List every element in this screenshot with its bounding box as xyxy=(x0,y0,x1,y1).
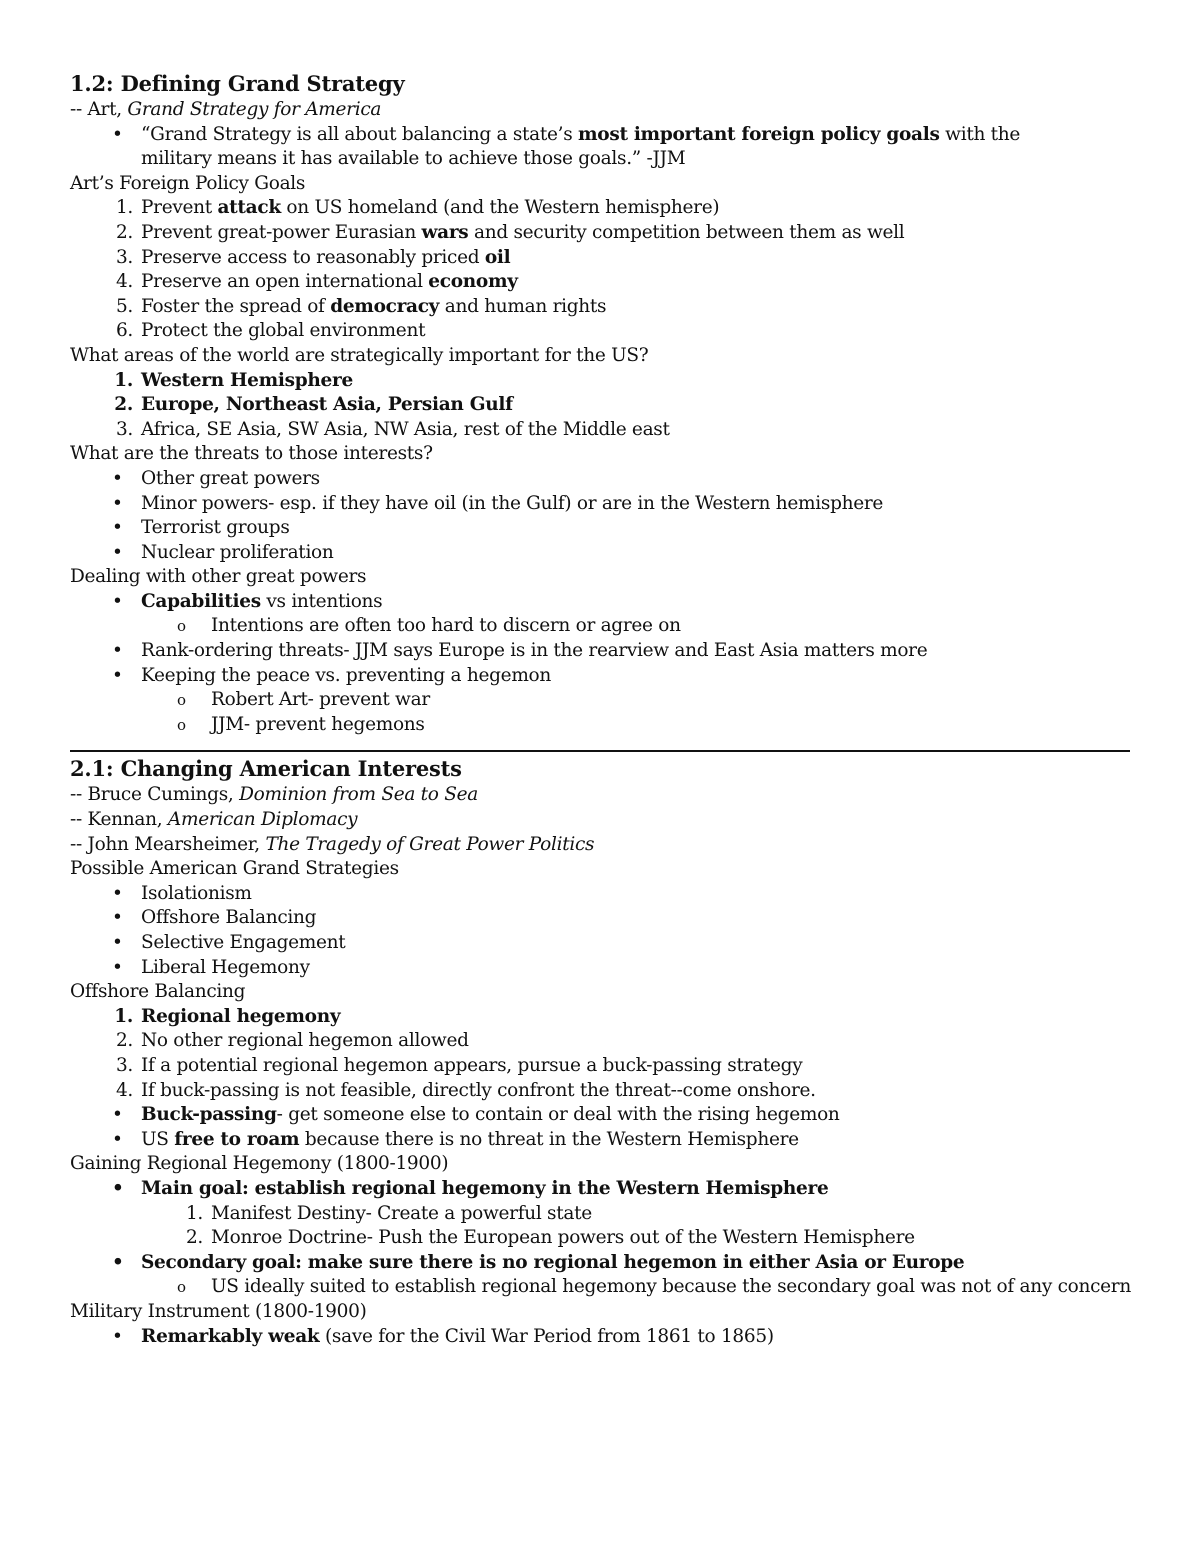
list-item xyxy=(70,246,1130,271)
sub-list-item xyxy=(70,1226,1130,1251)
item-number: 1. xyxy=(185,1202,203,1224)
item-text: JJM- prevent hegemons xyxy=(211,713,425,735)
item-text: Nuclear proliferation xyxy=(141,541,334,563)
item-number: 1. xyxy=(115,197,133,219)
list-item xyxy=(70,1128,1130,1153)
bullet-icon: • xyxy=(112,590,123,612)
item-text: Prevent xyxy=(141,197,218,219)
source-prefix: -- Art, xyxy=(70,99,128,120)
item-number: 3. xyxy=(115,1054,133,1076)
list-item xyxy=(70,590,1130,615)
quote-bullet xyxy=(70,123,1130,148)
bullet-icon: • xyxy=(112,541,123,563)
item-number: 5. xyxy=(115,295,133,317)
source-title: American Diplomacy xyxy=(167,809,358,831)
item-number: 2. xyxy=(114,394,133,416)
sub-list-item xyxy=(70,614,1130,639)
item-text-tail: and security competition between them as well xyxy=(468,221,905,243)
list-item xyxy=(70,1079,1130,1104)
list-item xyxy=(70,196,1130,221)
item-keyword: attack xyxy=(217,197,281,219)
bullet-icon: • xyxy=(112,123,123,145)
item-text: Secondary goal: make sure there is no regional hegemon in either Asia or Europe xyxy=(141,1251,965,1273)
bullet-icon: • xyxy=(112,1177,124,1199)
list-item xyxy=(70,541,1130,566)
list-item xyxy=(70,467,1130,492)
list-item xyxy=(70,1103,1130,1128)
threats-list xyxy=(70,467,1130,565)
section-1-title: 1.2: Defining Grand Strategy xyxy=(70,71,405,96)
list-item xyxy=(70,418,1130,443)
item-text: Foster the spread of xyxy=(141,295,331,317)
source-title: Dominion from Sea to Sea xyxy=(239,784,478,806)
sub-list-item xyxy=(70,1275,1151,1300)
item-text: Rank-ordering threats- JJM says Europe is in the rearview and East Asia matters more xyxy=(141,640,928,662)
item-text: Manifest Destiny- Create a powerful state xyxy=(211,1202,592,1224)
source-line xyxy=(70,808,1130,833)
item-keyword: Remarkably weak xyxy=(141,1325,320,1347)
document-page xyxy=(70,70,1130,1349)
source-line xyxy=(70,98,1130,123)
list-item xyxy=(70,639,1130,664)
list-item xyxy=(70,369,1130,394)
list-item xyxy=(70,270,1130,295)
item-text: Main goal: establish regional hegemony in the Western Hemisphere xyxy=(141,1177,829,1199)
source-prefix: -- Kennan, xyxy=(70,809,168,831)
source-line xyxy=(70,833,1130,858)
item-text: Keeping the peace vs. preventing a hegemon xyxy=(141,664,552,686)
item-keyword: Buck-passing xyxy=(141,1104,277,1126)
bullet-icon: • xyxy=(112,1104,123,1126)
bullet-icon: • xyxy=(112,517,123,539)
circle-bullet-icon: o xyxy=(177,1278,186,1297)
item-text-tail: because there is no threat in the Western Hemisphere xyxy=(299,1128,799,1150)
list-item xyxy=(70,1251,1130,1276)
bullet-icon: • xyxy=(112,1128,123,1150)
item-text: Preserve access to reasonably priced xyxy=(141,246,485,268)
item-text: No other regional hegemon allowed xyxy=(141,1030,469,1052)
list-item xyxy=(70,956,1130,981)
quote-emphasis: most important foreign policy goals xyxy=(578,123,940,145)
offshore-list xyxy=(70,1005,1130,1153)
item-text: Monroe Doctrine- Push the European powers out of the Western Hemisphere xyxy=(211,1227,915,1249)
circle-bullet-icon: o xyxy=(177,691,186,710)
circle-bullet-icon: o xyxy=(177,715,186,734)
item-text: Other great powers xyxy=(141,467,320,489)
bullet-icon: • xyxy=(112,492,123,514)
item-number: 2. xyxy=(185,1227,203,1249)
item-number: 2. xyxy=(115,1030,133,1052)
section-2-title: 2.1: Changing American Interests xyxy=(70,756,462,782)
bullet-icon: • xyxy=(112,907,123,929)
goals-heading: Art’s Foreign Policy Goals xyxy=(70,172,306,194)
bullet-icon: • xyxy=(112,640,123,662)
sub-list-item xyxy=(70,1202,1130,1227)
sub-list-item xyxy=(70,713,1130,738)
item-text: Isolationism xyxy=(141,882,252,904)
bullet-icon: • xyxy=(112,467,123,489)
list-item xyxy=(70,1054,1130,1079)
item-text: Terrorist groups xyxy=(141,517,290,539)
source-line xyxy=(70,783,1130,808)
bullet-icon: • xyxy=(112,1251,124,1273)
strategies-heading: Possible American Grand Strategies xyxy=(70,858,399,880)
item-text: (save for the Civil War Period from 1861 to 1865) xyxy=(319,1325,774,1347)
threats-heading: What are the threats to those interests? xyxy=(70,443,433,465)
item-keyword: Capabilities xyxy=(141,590,261,612)
list-item xyxy=(70,319,1130,344)
item-keyword: wars xyxy=(421,221,469,243)
goals-list xyxy=(70,196,1130,344)
list-item xyxy=(70,882,1130,907)
list-item xyxy=(70,393,1130,418)
section-divider xyxy=(70,750,1130,752)
item-text-tail: on US homeland (and the Western hemisphere) xyxy=(280,197,720,219)
list-item xyxy=(70,221,1130,246)
item-number: 2. xyxy=(115,221,133,243)
item-keyword: free to roam xyxy=(174,1128,300,1150)
bullet-icon: • xyxy=(112,1325,123,1347)
list-item xyxy=(70,664,1130,689)
circle-bullet-icon: o xyxy=(177,617,186,636)
item-text: Protect the global environment xyxy=(141,320,426,342)
source-title: The Tragedy of Great Power Politics xyxy=(265,833,595,855)
item-number: 1. xyxy=(114,1005,133,1027)
item-keyword: economy xyxy=(428,271,518,293)
list-item xyxy=(70,906,1130,931)
item-text: US xyxy=(141,1128,175,1150)
item-text: Africa, SE Asia, SW Asia, NW Asia, rest of the Middle east xyxy=(141,418,670,440)
item-number: 4. xyxy=(115,1079,133,1101)
item-text: Prevent great-power Eurasian xyxy=(141,221,422,243)
bullet-icon: • xyxy=(112,882,123,904)
list-item xyxy=(70,1029,1130,1054)
item-text: Western Hemisphere xyxy=(141,369,353,391)
sub-list-item xyxy=(70,688,1130,713)
source-prefix: -- Bruce Cumings, xyxy=(70,784,240,806)
item-text: Robert Art- prevent war xyxy=(211,689,430,711)
item-keyword: oil xyxy=(484,246,511,268)
item-text: US ideally suited to establish regional hegemony because the secondary goal was not of any concern xyxy=(211,1276,1131,1298)
list-item xyxy=(70,931,1130,956)
bullet-icon: • xyxy=(112,664,123,686)
list-item xyxy=(70,1177,1130,1202)
item-text: Offshore Balancing xyxy=(141,907,317,929)
list-item xyxy=(70,295,1130,320)
offshore-heading: Offshore Balancing xyxy=(70,981,246,1003)
list-item xyxy=(70,492,1130,517)
source-title: Grand Strategy for America xyxy=(127,99,382,120)
item-text: Preserve an open international xyxy=(141,271,429,293)
item-number: 3. xyxy=(115,246,133,268)
item-keyword: democracy xyxy=(330,295,440,317)
list-item xyxy=(70,1005,1130,1030)
item-text: Intentions are often too hard to discern or agree on xyxy=(211,615,681,637)
item-text: Selective Engagement xyxy=(141,932,346,953)
item-number: 4. xyxy=(115,271,133,293)
quote-continuation: military means it has available to achieve those goals.” -JJM xyxy=(141,148,686,170)
item-number: 6. xyxy=(115,320,133,342)
item-text-tail: and human rights xyxy=(439,295,607,317)
list-item xyxy=(70,516,1130,541)
item-text: Europe, Northeast Asia, Persian Gulf xyxy=(141,394,513,416)
military-heading: Military Instrument (1800-1900) xyxy=(70,1300,367,1322)
areas-list xyxy=(70,369,1130,443)
areas-heading: What areas of the world are strategically important for the US? xyxy=(70,344,649,366)
item-text: Minor powers- esp. if they have oil (in the Gulf) or are in the Western hemisphere xyxy=(141,492,884,514)
item-text: Regional hegemony xyxy=(141,1005,341,1027)
item-text: Liberal Hegemony xyxy=(141,956,310,978)
gaining-heading: Gaining Regional Hegemony (1800-1900) xyxy=(70,1153,449,1175)
quote-text-a: “Grand Strategy is all about balancing a state’s xyxy=(141,123,579,145)
source-prefix: -- John Mearsheimer, xyxy=(70,833,266,855)
item-text: vs intentions xyxy=(260,590,383,612)
quote-text-c: with the xyxy=(939,123,1021,145)
item-number: 1. xyxy=(114,369,133,391)
bullet-icon: • xyxy=(112,956,123,978)
item-text: If buck-passing is not feasible, directly confront the threat--come onshore. xyxy=(141,1079,816,1101)
strategies-list xyxy=(70,882,1130,980)
list-item xyxy=(70,1325,1130,1350)
dealing-heading: Dealing with other great powers xyxy=(70,566,367,588)
item-number: 3. xyxy=(115,418,133,440)
item-text: If a potential regional hegemon appears, pursue a buck-passing strategy xyxy=(141,1054,803,1076)
bullet-icon: • xyxy=(112,932,123,953)
item-text: - get someone else to contain or deal with the rising hegemon xyxy=(276,1104,840,1126)
